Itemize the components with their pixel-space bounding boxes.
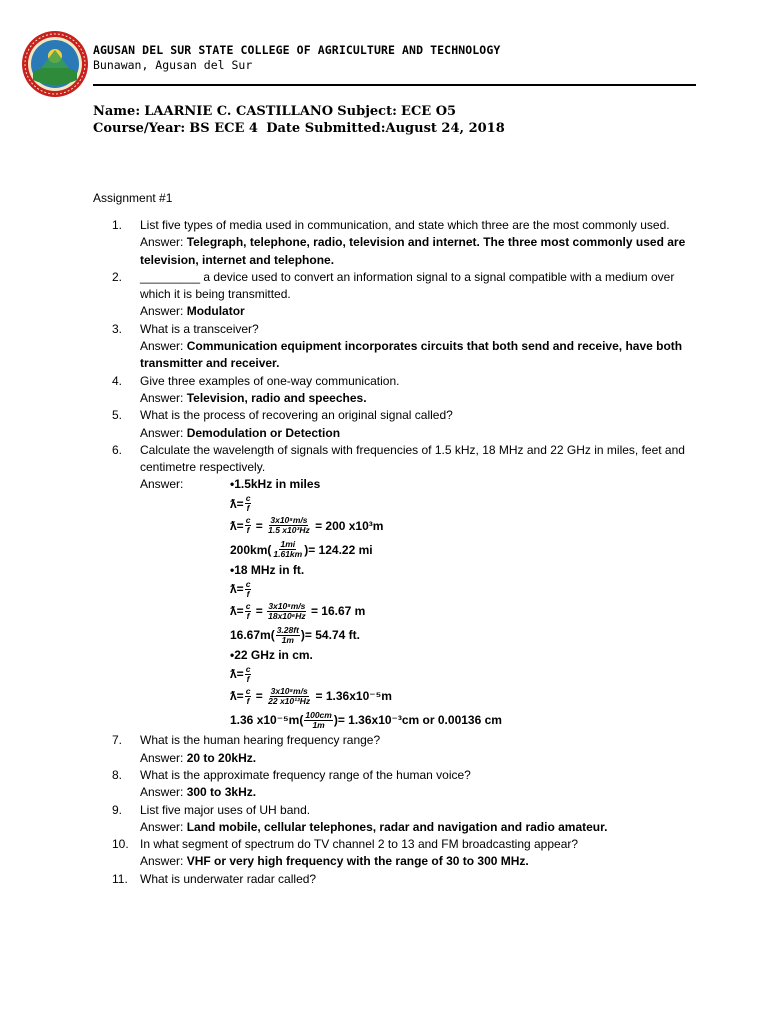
- result: )= 1.36x10⁻³cm or 0.00136 cm: [333, 713, 502, 728]
- result: = 16.67 m: [310, 604, 366, 619]
- denominator: 1.61km: [273, 549, 303, 560]
- name-label: Name:: [93, 104, 141, 119]
- question-text: Calculate the wavelength of signals with frequencies of 1.5 kHz, 18 MHz and 22 GHz in miles, feet and centimetre respectively.: [140, 442, 685, 475]
- denominator: 18x10⁶Hz: [268, 610, 306, 621]
- list-item: [93, 321, 693, 373]
- answer-label: Answer:: [140, 819, 184, 834]
- answer-label: Answer:: [140, 425, 184, 440]
- question-text: What is the approximate frequency range of the human voice?: [140, 767, 471, 782]
- item-number: 4.: [112, 373, 123, 388]
- assignment-title: Assignment #1: [93, 191, 173, 205]
- student-name: LAARNIE C. CASTILLANO: [144, 104, 334, 119]
- item-number: 1.: [112, 218, 123, 232]
- list-item: [93, 442, 693, 732]
- answer-text: Communication equipment incorporates circuits that both send and receive, have both transmitter and receiver.: [140, 339, 683, 371]
- numerator: c: [245, 663, 251, 674]
- numerator: 100cm: [305, 709, 332, 720]
- work-heading: •18 MHz in ft.: [230, 562, 305, 577]
- denominator: 1m: [281, 634, 294, 645]
- numerator: c: [245, 515, 251, 526]
- lambda-symbol: ƛ=: [230, 496, 244, 511]
- answer-text: VHF or very high frequency with the range of 30 to 300 MHz.: [186, 854, 529, 869]
- question-text: What is a transceiver?: [140, 321, 259, 336]
- conversion-line: [140, 708, 693, 732]
- numerator: 3x10⁸m/s: [270, 685, 308, 696]
- lambda-symbol: ƛ=: [230, 604, 244, 619]
- course-label: Course/Year:: [93, 121, 186, 136]
- calc-line: [140, 684, 693, 708]
- subject-value: ECE O5: [401, 104, 457, 119]
- denominator: 1m: [312, 719, 325, 730]
- institution-name: AGUSAN DEL SUR STATE COLLEGE OF AGRICULTURE AND TECHNOLOGY: [93, 43, 501, 57]
- numerator: 3x10⁸m/s: [268, 600, 306, 611]
- conversion-line: [140, 623, 693, 647]
- conversion-start: 200km(: [230, 542, 272, 557]
- lambda-symbol: ƛ=: [230, 518, 244, 533]
- item-number: 5.: [112, 408, 123, 423]
- conversion-start: 16.67m(: [230, 628, 275, 643]
- answer-label: Answer:: [140, 785, 184, 800]
- question-text: What is the process of recovering an original signal called?: [140, 408, 453, 423]
- item-number: 8.: [112, 767, 123, 782]
- institution-location: Bunawan, Agusan del Sur: [93, 58, 253, 72]
- numerator: c: [245, 578, 251, 589]
- answer-text: Land mobile, cellular telephones, radar and navigation and radio amateur.: [186, 819, 608, 834]
- question-text: List five major uses of UH band.: [140, 802, 311, 817]
- result: = 200 x10³m: [315, 518, 384, 533]
- answer-label: Answer:: [140, 235, 184, 250]
- denominator: f: [246, 695, 250, 706]
- header-divider: [93, 84, 696, 86]
- lambda-symbol: ƛ=: [230, 667, 244, 682]
- formula-line: [140, 664, 693, 684]
- list-item: [93, 836, 693, 871]
- answer-text: Modulator: [186, 304, 245, 319]
- formula-line: [140, 494, 693, 514]
- answer-label: Answer:: [140, 339, 184, 354]
- question-text: What is the human hearing frequency range?: [140, 733, 381, 748]
- equals: =: [255, 518, 263, 533]
- item-number: 9.: [112, 802, 123, 817]
- question-text: List five types of media used in communication, and state which three are the most commonly used.: [140, 218, 670, 232]
- institution-header: [93, 43, 500, 73]
- course-value: BS ECE 4: [189, 121, 258, 136]
- answer-label: Answer:: [140, 390, 184, 405]
- item-number: 10.: [112, 837, 129, 852]
- lambda-symbol: ƛ=: [230, 689, 244, 704]
- denominator: 1.5 x10³Hz: [268, 525, 310, 536]
- question-text: In what segment of spectrum do TV channel 2 to 13 and FM broadcasting appear?: [140, 837, 579, 852]
- numerator: c: [245, 493, 251, 504]
- denominator: f: [246, 503, 250, 514]
- result: = 1.36x10⁻⁵m: [315, 689, 392, 704]
- list-item: [93, 767, 693, 802]
- list-item: [93, 871, 693, 888]
- answer-text: 20 to 20kHz.: [186, 750, 257, 765]
- work-heading: •22 GHz in cm.: [230, 648, 313, 663]
- numerator: c: [245, 600, 251, 611]
- equals: =: [255, 689, 263, 704]
- numerator: 3x10⁸m/s: [270, 515, 308, 526]
- question-text: _________ a device used to convert an information signal to a signal compatible with a medium over which it is being transmitted.: [140, 269, 675, 302]
- answer-text: Telegraph, telephone, radio, television and internet. The three most commonly used are television, internet and telephone.: [140, 235, 686, 267]
- conversion-line: [140, 538, 693, 562]
- student-info: [93, 103, 505, 137]
- item-number: 11.: [112, 871, 128, 886]
- denominator: f: [246, 610, 250, 621]
- result: )= 124.22 mi: [304, 542, 373, 557]
- question-text: Give three examples of one-way communication.: [140, 373, 400, 388]
- answer-label: Answer:: [140, 750, 184, 765]
- work-heading: •1.5kHz in miles: [230, 477, 321, 492]
- college-seal-logo: [21, 30, 89, 98]
- list-item: [93, 802, 693, 837]
- denominator: f: [246, 588, 250, 599]
- numerator: c: [245, 685, 251, 696]
- answer-label: Answer:: [140, 477, 184, 492]
- list-item: [93, 732, 693, 767]
- calculation-work: [140, 476, 693, 732]
- lambda-symbol: ƛ=: [230, 582, 244, 597]
- equals: =: [255, 604, 263, 619]
- list-item: [93, 269, 693, 321]
- answer-label: Answer:: [140, 854, 184, 869]
- question-text: What is underwater radar called?: [140, 871, 317, 886]
- answer-text: 300 to 3kHz.: [186, 785, 257, 800]
- item-number: 2.: [112, 269, 123, 284]
- denominator: f: [246, 525, 250, 536]
- conversion-start: 1.36 x10⁻⁵m(: [230, 713, 304, 728]
- item-number: 6.: [112, 442, 123, 457]
- item-number: 3.: [112, 321, 123, 336]
- list-item: [93, 407, 693, 442]
- formula-line: [140, 579, 693, 599]
- question-list: [93, 217, 693, 888]
- denominator: f: [246, 673, 250, 684]
- subject-label: Subject:: [337, 104, 397, 119]
- calc-line: [140, 514, 693, 538]
- date-value: August 24, 2018: [385, 121, 505, 136]
- numerator: 1mi: [280, 539, 296, 550]
- answer-text: Television, radio and speeches.: [186, 390, 367, 405]
- list-item: [93, 373, 693, 408]
- list-item: [93, 217, 693, 269]
- denominator: 22 x10¹²Hz: [268, 695, 311, 706]
- date-label: Date Submitted:: [266, 121, 386, 136]
- numerator: 3.28ft: [276, 624, 299, 635]
- answer-text: Demodulation or Detection: [186, 425, 341, 440]
- item-number: 7.: [112, 733, 123, 748]
- answer-label: Answer:: [140, 304, 184, 319]
- calc-line: [140, 599, 693, 623]
- result: )= 54.74 ft.: [300, 628, 360, 643]
